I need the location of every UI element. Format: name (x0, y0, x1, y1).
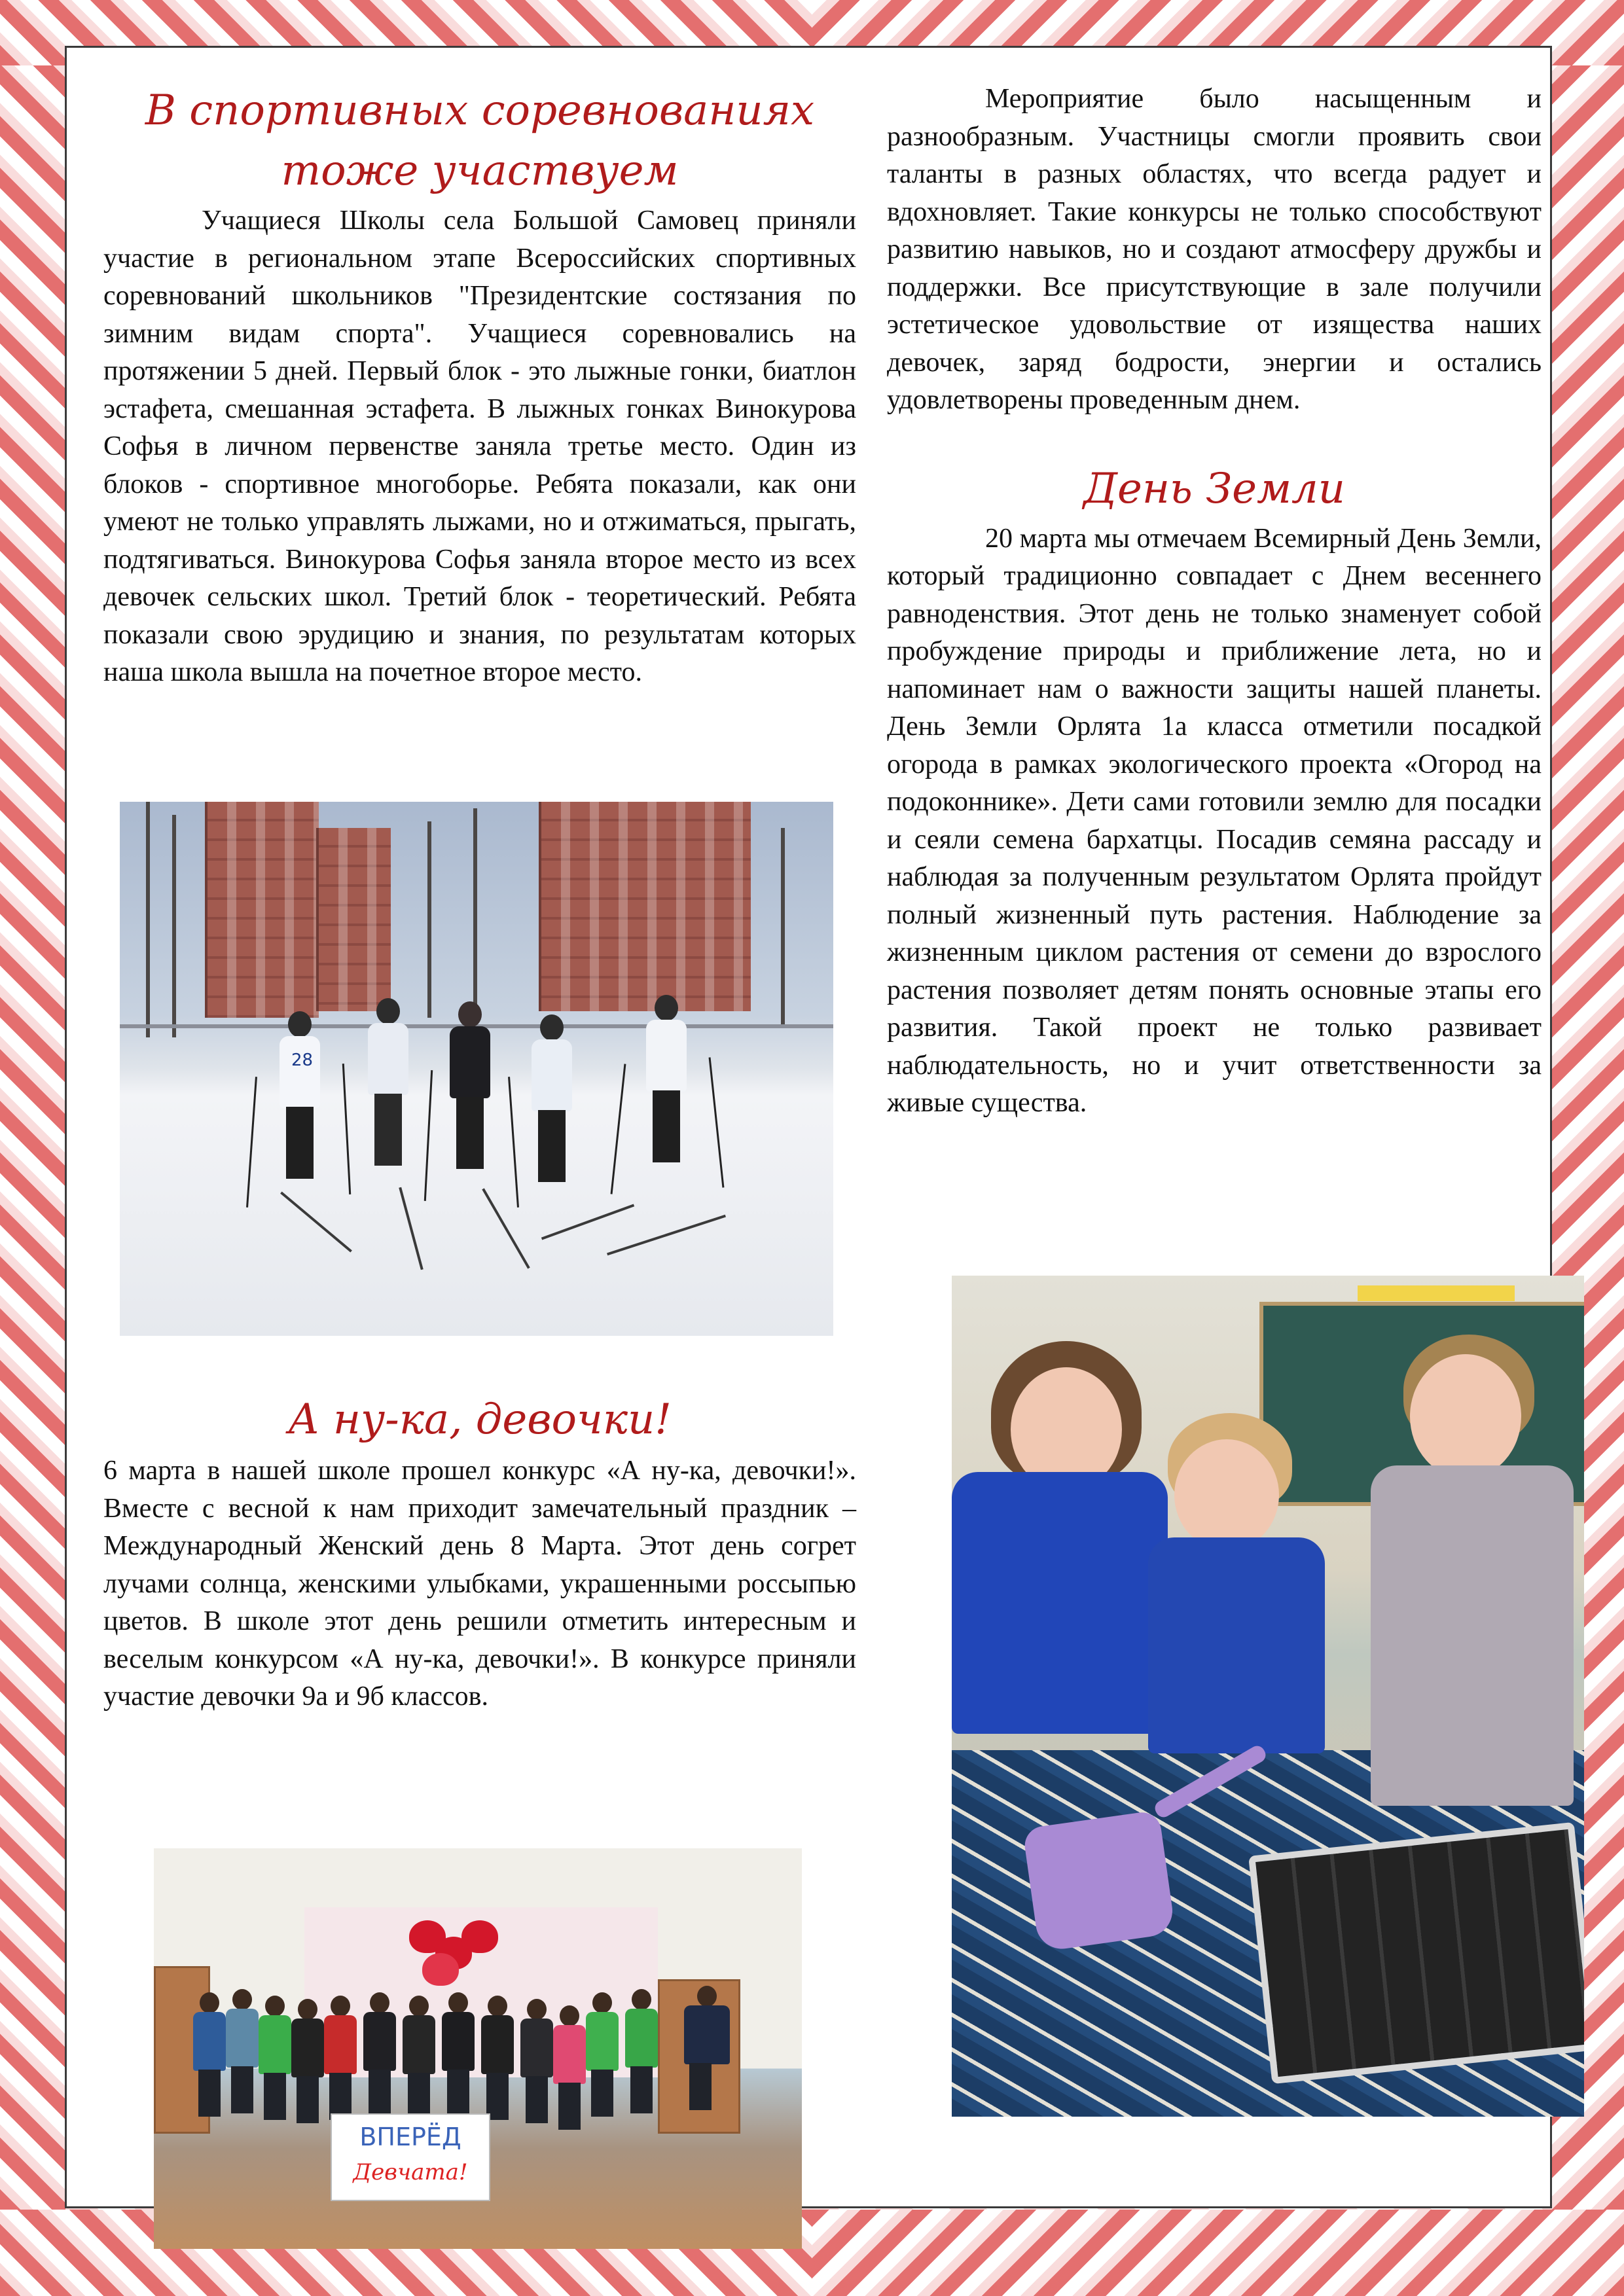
girls-continued-body: Мероприятие было насыщенным и разнообразным. Участницы смогли проявить свои таланты в разных областях, что всегда радует и вдохновляет. Такие конкурсы не только способствуют развитию навыков, но и создают атмосферу дружбы и поддержки. Все присутствующие в зале получили эстетическое удовольствие от изящества наших девочек, заряд бодрости, энергии и остались удовлетворены проведенным днем. (887, 84, 1542, 415)
left-chevron-border (0, 65, 65, 2210)
sports-title (103, 81, 856, 201)
page-frame (65, 46, 1552, 2208)
girls-contest-photo (154, 1848, 802, 2249)
watering-can (1022, 1810, 1176, 1952)
earth-day-article (887, 459, 1542, 1122)
vpered-devchata-sign (331, 2113, 490, 2201)
sports-title-line1: В спортивных соревнованиях (145, 86, 815, 135)
earth-day-photo (952, 1276, 1584, 2117)
earth-day-body: 20 марта мы отмечаем Всемирный День Земли, который традиционно совпадает с Днем весеннего равноденствия. Этот день не только знаменует собой пробуждение природы и приближение лета, но и напоминает нам о важности защиты нашей планеты. День Земли Орлята 1а класса отметили посадкой огорода в рамках экологического проекта «Огород на подоконнике». Дети сами готовили землю для посадки и сеяли семена бархатцы. Посадив семяна рассаду и наблюдая за полученным результатом Орлята пройдут полный жизненный путь растения. Наблюдение за жизненным циклом растения от семени до взрослого растения позволяет детям понять основные этапы его развития. Такой проект не только развивает наблюдательность, но и учит ответственности за живые существа. (887, 523, 1542, 1118)
girls-article (103, 1390, 856, 1716)
ski-bib-number: 28 (291, 1050, 314, 1070)
earth-day-title: День Земли (1083, 464, 1346, 513)
sports-body: Учащиеся Школы села Большой Самовец приняли участие в региональном этапе Всероссийских спортивных соревнований школьников "Президентские состязания по зимним видам спорта". Учащиеся соревновались на протяжении 5 дней. Первый блок - это лыжные гонки, биатлон эстафета, смешанная эстафета. В лыжных гонках Винокурова Софья в личном первенстве заняла третье место. Один из блоков - спортивное многоборье. Ребята показали, как они умеют не только управлять лыжами, но и отжиматься, прыгать, подтягиваться. Винокурова Софья заняла второе место из всех девочек сельских школ. Третий блок - теоретический. Ребята показали свою эрудицию и знания, по результатам которых наша школа вышла на почетное второе место. (103, 206, 856, 687)
right-column (887, 81, 1542, 1122)
ski-team-photo (120, 802, 833, 1336)
sports-title-line2: тоже участвуем (281, 147, 679, 195)
girls-body: 6 марта в нашей школе прошел конкурс «А ну-ка, девочки!». Вместе с весной к нам приходит замечательный праздник – Международный Женский день 8 Марта. Этот день согрет лучами солнца, женскими улыбками, украшенными россыпью цветов. В школе этот день решили отметить интересным и веселым конкурсом «А ну-ка, девочки!». В конкурсе приняли участие девочки 9а и 9б классов. (103, 1456, 856, 1712)
girls-title: А ну-ка, девочки! (288, 1395, 672, 1444)
sign-line2: Девчата! (353, 2159, 468, 2185)
sign-line1: ВПЕРЁД (359, 2123, 461, 2151)
sports-article (103, 81, 856, 692)
seedling-tray (1248, 1822, 1584, 2084)
